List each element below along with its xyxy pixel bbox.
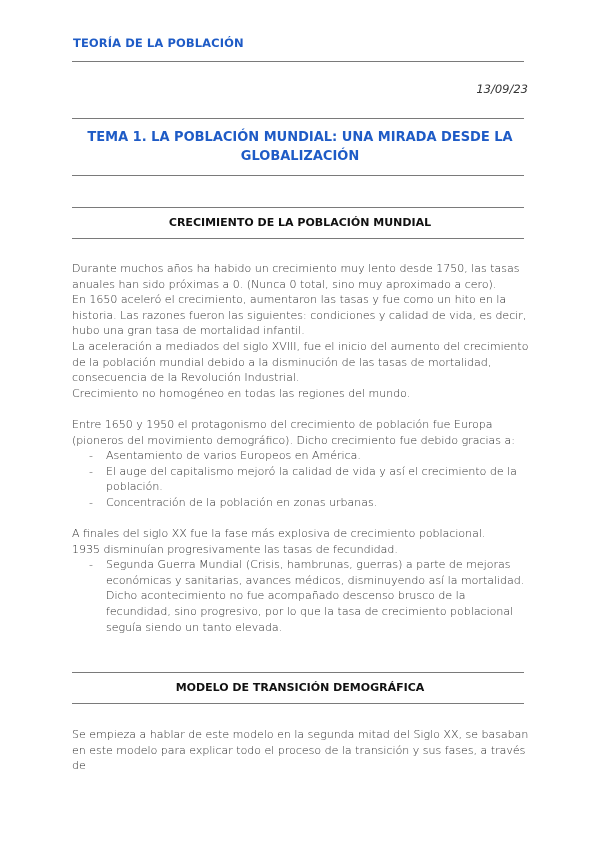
section-title-crecimiento: CRECIMIENTO DE LA POBLACIÓN MUNDIAL <box>168 216 432 229</box>
section-body-crecimiento <box>72 261 532 635</box>
divider <box>72 672 524 673</box>
paragraph: Crecimiento no homogéneo en todas las regiones del mundo. <box>72 386 411 400</box>
main-title: TEMA 1. LA POBLACIÓN MUNDIAL: UNA MIRADA DESDE LA GLOBALIZACIÓN <box>87 130 513 164</box>
dash-list <box>72 557 532 635</box>
section-body-modelo <box>72 727 532 774</box>
dash-list <box>72 448 532 510</box>
paragraph: Durante muchos años ha habido un crecimiento muy lento desde 1750, las tasas anuales han sido próximas a 0. (Nunca 0 total, sino muy aproximado a cero). <box>72 262 520 291</box>
list-item: - Concentración de la población en zonas urbanas. <box>72 495 532 511</box>
document-header: TEORÍA DE LA POBLACIÓN <box>73 36 244 50</box>
list-item: - El auge del capitalismo mejoró la calidad de vida y así el crecimiento de la población. <box>72 464 532 495</box>
list-item: - Asentamiento de varios Europeos en América. <box>72 448 532 464</box>
paragraph: En 1650 aceleró el crecimiento, aumentaron las tasas y fue como un hito en la historia. Las razones fueron las siguientes: condiciones y calidad de vida, es decir, hubo una gran tasa de mortalidad infantil. <box>72 293 527 338</box>
paragraph: La aceleración a mediados del siglo XVIII, fue el inicio del aumento del crecimiento de la población mundial debido a la disminución de las tasas de mortalidad, consecuencia de la Revolución Industrial. <box>72 339 529 385</box>
list-item: - Segunda Guerra Mundial (Crisis, hambrunas, guerras) a parte de mejoras económicas y sanitarias, avances médicos, disminuyendo así la mortalidad. Dicho acontecimiento no fue acompañado descenso brusco de la fecundidad, sino progresivo, por lo que la tasa de crecimiento poblacional seguía siendo un tanto elevada. <box>72 557 532 635</box>
section-title-modelo: MODELO DE TRANSICIÓN DEMOGRÁFICA <box>175 681 425 694</box>
document-date: 13/09/23 <box>476 82 528 96</box>
paragraph: Entre 1650 y 1950 el protagonismo del crecimiento de población fue Europa (pioneros del movimiento demográfico). Dicho crecimiento fue debido gracias a: <box>72 417 515 447</box>
divider <box>72 207 524 208</box>
paragraph: A finales del siglo XX fue la fase más explosiva de crecimiento poblacional. <box>72 527 486 541</box>
divider <box>72 703 524 704</box>
divider <box>72 175 524 176</box>
divider <box>72 238 524 239</box>
paragraph: Se empieza a hablar de este modelo en la segunda mitad del Siglo XX, se basaban en este modelo para explicar todo el proceso de la transición y sus fases, a través de <box>72 728 529 773</box>
divider <box>72 118 524 119</box>
paragraph: 1935 disminuían progresivamente las tasas de fecundidad. <box>72 542 398 556</box>
divider <box>72 61 524 62</box>
